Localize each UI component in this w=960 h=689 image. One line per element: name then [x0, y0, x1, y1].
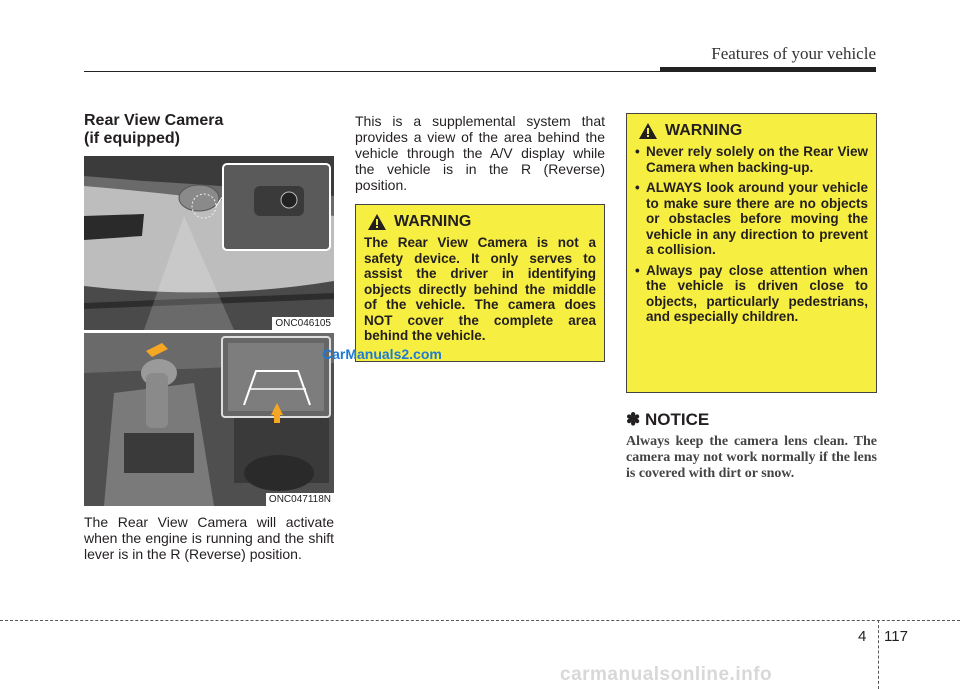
warning-triangle-icon — [639, 123, 657, 139]
camera-description-text: This is a supplemental system that provides a view of the area behind the vehicle through the A/V display while the vehicle is in the R (Reverse) position. — [355, 113, 605, 193]
warning-body: The Rear View Camera is not a safety device. It only serves to assist the driver in identifying objects directly behind the middle of the vehicle. The camera does NOT cover the complete area behind the vehicle. — [364, 235, 596, 343]
notice-heading — [626, 410, 709, 430]
rear-camera-photo — [84, 156, 334, 330]
warning-header — [635, 122, 868, 140]
warning-triangle-icon — [368, 214, 386, 230]
section-heading-line2: (if equipped) — [84, 130, 180, 147]
warning-box-backing-up — [626, 113, 877, 393]
warning-title: WARNING — [665, 122, 743, 139]
warning-list — [635, 144, 868, 325]
warning-list-item: • ALWAYS look around your vehicle to make sure there are no objects or obstacles before moving the vehicle in any direction to prevent a collision. — [635, 180, 868, 258]
warning-box-safety-device — [355, 204, 605, 362]
chapter-number: 4 — [858, 628, 867, 645]
rear-camera-illustration — [84, 156, 334, 330]
warning-title: WARNING — [394, 213, 472, 230]
shift-lever-photo — [84, 333, 334, 506]
notice-symbol-icon: ✽ — [626, 410, 641, 429]
header-title: Features of your vehicle — [711, 44, 876, 63]
section-heading — [84, 112, 223, 148]
figure-label-top: ONC046105 — [272, 317, 334, 330]
footer-divider — [878, 620, 879, 689]
warning-list-item: • Always pay close attention when the vehicle is driven close to objects, particularly pedestrians, and especially children. — [635, 263, 868, 325]
warning-header — [364, 213, 596, 231]
watermark-link[interactable]: CarManuals2.com — [322, 346, 442, 362]
shift-lever-illustration — [84, 333, 334, 506]
camera-activation-text: The Rear View Camera will activate when the engine is running and the shift lever is in the R (Reverse) position. — [84, 514, 334, 562]
notice-body: Always keep the camera lens clean. The camera may not work normally if the lens is covered with dirt or snow. — [626, 434, 877, 481]
section-heading-line1: Rear View Camera — [84, 112, 224, 129]
page-number: 117 — [884, 628, 908, 645]
header-rule-accent — [660, 67, 876, 72]
site-footer-link[interactable]: carmanualsonline.info — [560, 664, 773, 685]
figure-label-bottom: ONC047118N — [266, 493, 334, 506]
notice-title: NOTICE — [644, 410, 710, 429]
warning-list-item: • Never rely solely on the Rear View Camera when backing-up. — [635, 144, 868, 175]
footer-rule — [0, 620, 960, 621]
